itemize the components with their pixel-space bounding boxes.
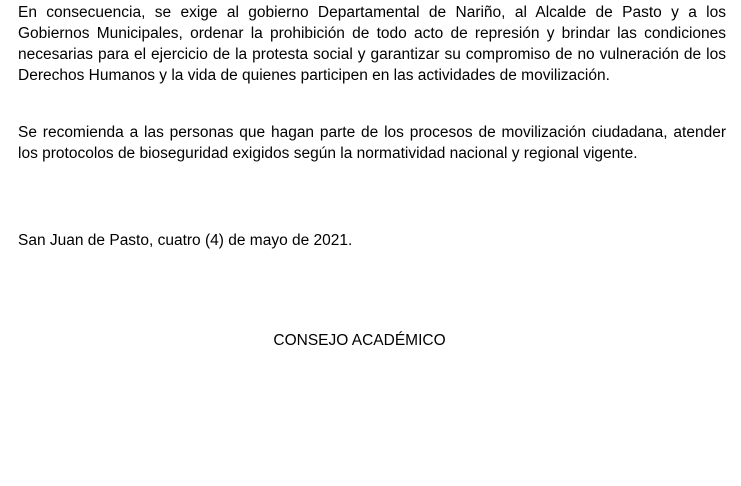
signature-name: CONSEJO ACADÉMICO (273, 332, 446, 349)
paragraph-recommendation: Se recomienda a las personas que hagan parte de los procesos de movilización ciudadana, atender los protocolos de bioseguridad exigidos según la normatividad nacional y regional vigente. (18, 124, 726, 162)
paragraph-demand: En consecuencia, se exige al gobierno Departamental de Nariño, al Alcalde de Pasto y a los Gobiernos Municipales, ordenar la prohibición de todo acto de represión y brindar las condiciones necesarias para el ejercicio de la protesta social y garantizar su compromiso de no vulneración de los Derechos Humanos y la vida de quienes participen en las actividades de movilización. (18, 4, 726, 84)
date-line: San Juan de Pasto, cuatro (4) de mayo de 2021. (18, 232, 353, 249)
signature-block (0, 330, 741, 351)
